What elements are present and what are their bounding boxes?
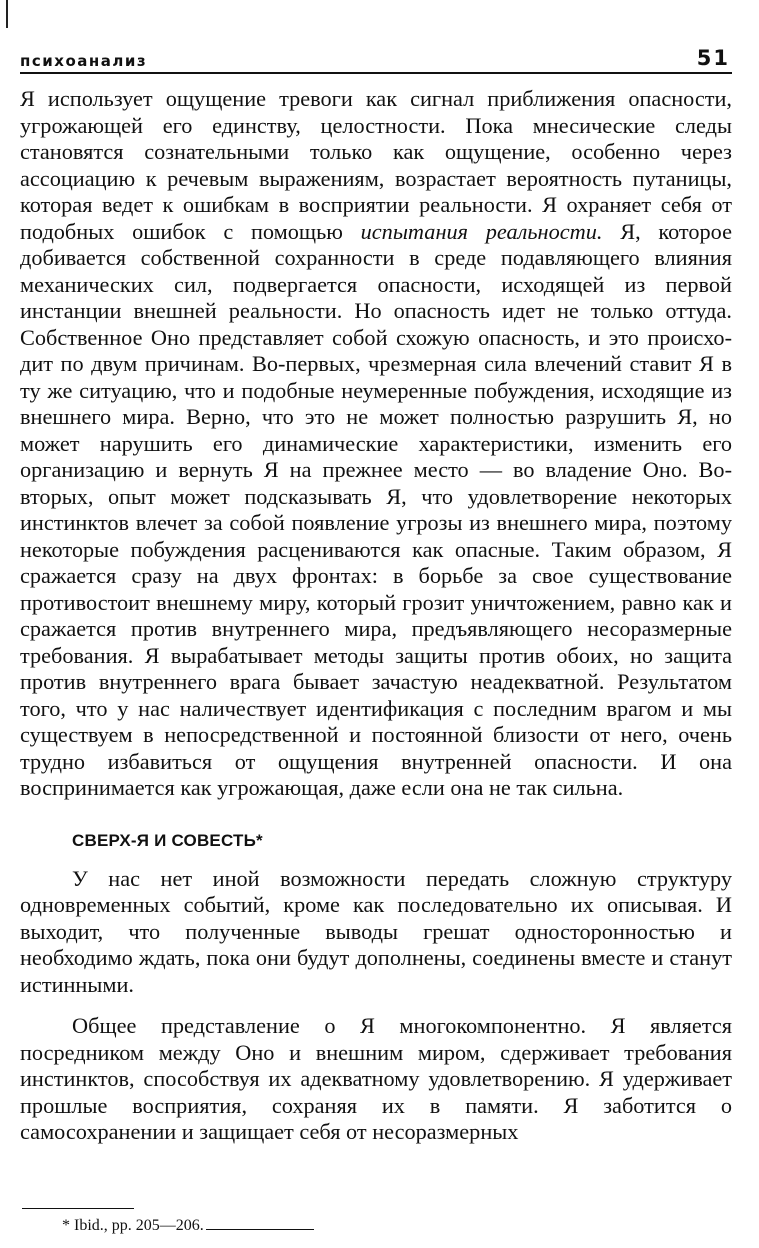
footnote-rule <box>22 1208 134 1209</box>
paragraph-1-part-a: Я использует ощущение тревоги как сигнал приближения опасности, угрожающей его единству, целостности. Пока мнесические следы становятся сознательными только как ощущение, особенно через ассоциацию к речевым выражениям, возрастает вероятность путаницы, которая ведет к ошибкам в восприятии реальности. Я охраняет себя от подобных ошибок с помощью <box>20 86 732 244</box>
paragraph-1-italic: испытания реальности. <box>360 218 603 244</box>
footnote <box>62 1216 314 1236</box>
paragraph-1 <box>20 86 732 802</box>
running-title: психоанализ <box>20 52 148 70</box>
running-head <box>20 46 732 74</box>
paragraph-1-part-b: Я, которое добивается собственной сохранности в среде подавляющего влияния механических сил, подвергается опасности, исходящей из первой инстанции внешней реальности. Но опасность идет не только оттуда. Собственное Оно представляет собой схожую опасность, и это происходит по двум причинам. Во-первых, чрезмерная сила влечений ставит Я в ту же ситуацию, что и подобные неумеренные побуждения, исходящие из внешнего мира. Верно, что это не может полностью разрушить Я, но может нарушить его динамические характеристики, изменить его организацию и вернуть Я на прежнее место — во владение Оно. Во-вторых, опыт может подсказывать Я, что удовлетворение некоторых инстинктов влечет за собой появление угрозы из внешнего мира, поэтому некоторые побуждения расцениваются как опасные. Таким образом, Я сражается сразу на двух фронтах: в борьбе за свое существование противостоит внешнему миру, который грозит уничтожением, равно как и сражается против внутреннего мира, предъявляющего несоразмерные требования. Я вырабатывает методы защиты против обоих, но защита против внутреннего врага бывает зачастую неадекватной. Результатом того, что у нас наличествует идентификация с последним врагом и мы существуем в непосредственной и постоянной близости от него, очень трудно избавиться от ощущения внутренней опасности. И она воспринимается как угрожающая, даже если она не так сильна. <box>20 218 732 800</box>
page-number: 51 <box>696 46 730 70</box>
section-heading: СВЕРХ-Я И СОВЕСТЬ* <box>72 830 263 850</box>
paragraph-2: У нас нет иной возможности передать сложную структуру одновременных событий, кроме как последовательно их описывая. И выходит, что полученные выводы грешат односторонностью и необходимо ждать, пока они будут дополнены, соединены вместе и станут истинными. <box>20 865 732 997</box>
page-body <box>20 86 732 1146</box>
margin-mark <box>6 0 8 28</box>
paragraph-3: Общее представление о Я многокомпонентно. Я является посредником между Оно и внешним миром, сдерживает требования инстинктов, способствуя их адекватному удовлетворению. Я удерживает прошлые восприятия, сохраняя их в памяти. Я заботится о самосохранении и защищает себя от несоразмерных <box>20 1013 732 1144</box>
footnote-text: * Ibid., pp. 205—206. <box>62 1217 204 1234</box>
footnote-tail-rule <box>206 1229 314 1230</box>
